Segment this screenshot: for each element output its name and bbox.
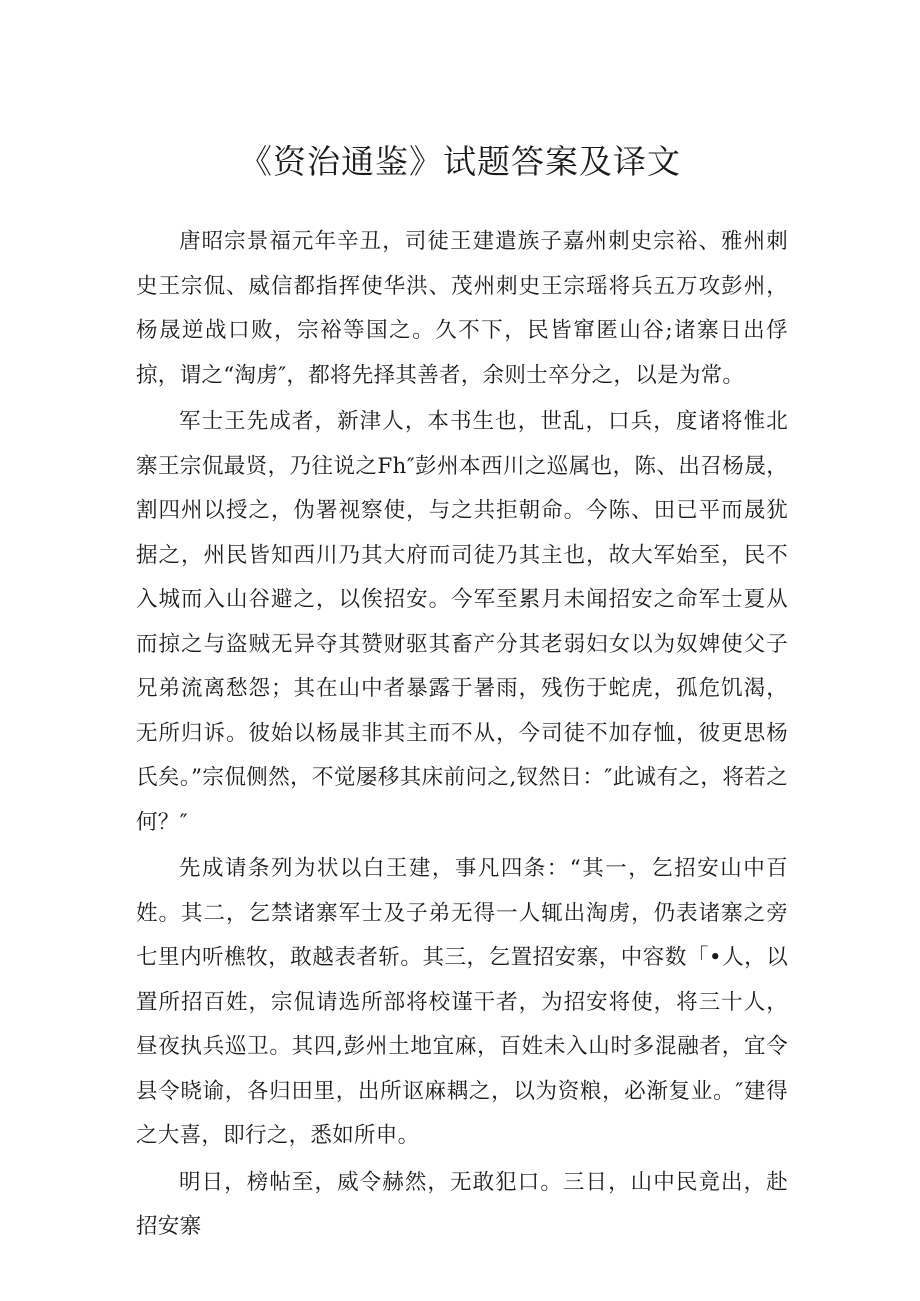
- document-body: [136, 220, 788, 1252]
- paragraph-3: 先成请条列为状以白王建，事凡四条：“其一，乞招安山中百姓。其二，乞禁诸寨军士及子弟无得一人辄出淘虏，仍表诸寨之旁七里内听樵牧，敢越表者斩。其三，乞置招安寨，中容数「•人，以置所招百姓，宗侃请选所部将校谨干者，为招安将使，将三十人，昼夜执兵巡卫。其四,彭州土地宜麻，百姓未入山时多混融者，宜令县令晓谕，各归田里，出所讴麻耦之，以为资粮，必渐复业。″建得之大喜，即行之，悉如所申。: [136, 856, 788, 1148]
- paragraph-4: 明日，榜帖至，威令赫然，无敢犯口。三日，山中民竟出，赴招安寨: [136, 1169, 788, 1239]
- paragraph-2: 军士王先成者，新津人，本书生也，世乱，口兵，度诸将惟北寨王宗侃最贤，乃往说之Fh″彭州本西川之巡属也，陈、出召杨晟，割四州以授之，伪署视察使，与之共拒朝命。今陈、田已平而晟犹据之，州民皆知西川乃其大府而司徒乃其主也，故大军始至，民不入城而入山谷避之，以俟招安。今军至累月未闻招安之命军士夏从而掠之与盗贼无异夺其赞财驱其畜产分其老弱妇女以为奴婢使父子兄弟流离愁怨；其在山中者暴露于暑雨，残伤于蛇虎，孤危饥渴，无所归诉。彼始以杨晟非其主而不从，今司徒不加存恤，彼更思杨氏矣。”宗侃侧然，不觉屡移其床前问之,钗然日：″此诚有之，将若之何？″: [136, 409, 788, 835]
- paragraph-1: 唐昭宗景福元年辛丑，司徒王建遣族子嘉州刺史宗裕、雅州刺史王宗侃、威信都指挥使华洪、茂州刺史王宗瑶将兵五万攻彭州，杨晟逆战口败，宗裕等国之。久不下，民皆窜匿山谷;诸寨日出俘掠，谓之“淘虏″，都将先择其善者，余则士卒分之，以是为常。: [136, 229, 788, 388]
- document-title: 《资治通鉴》试题答案及译文: [239, 142, 681, 181]
